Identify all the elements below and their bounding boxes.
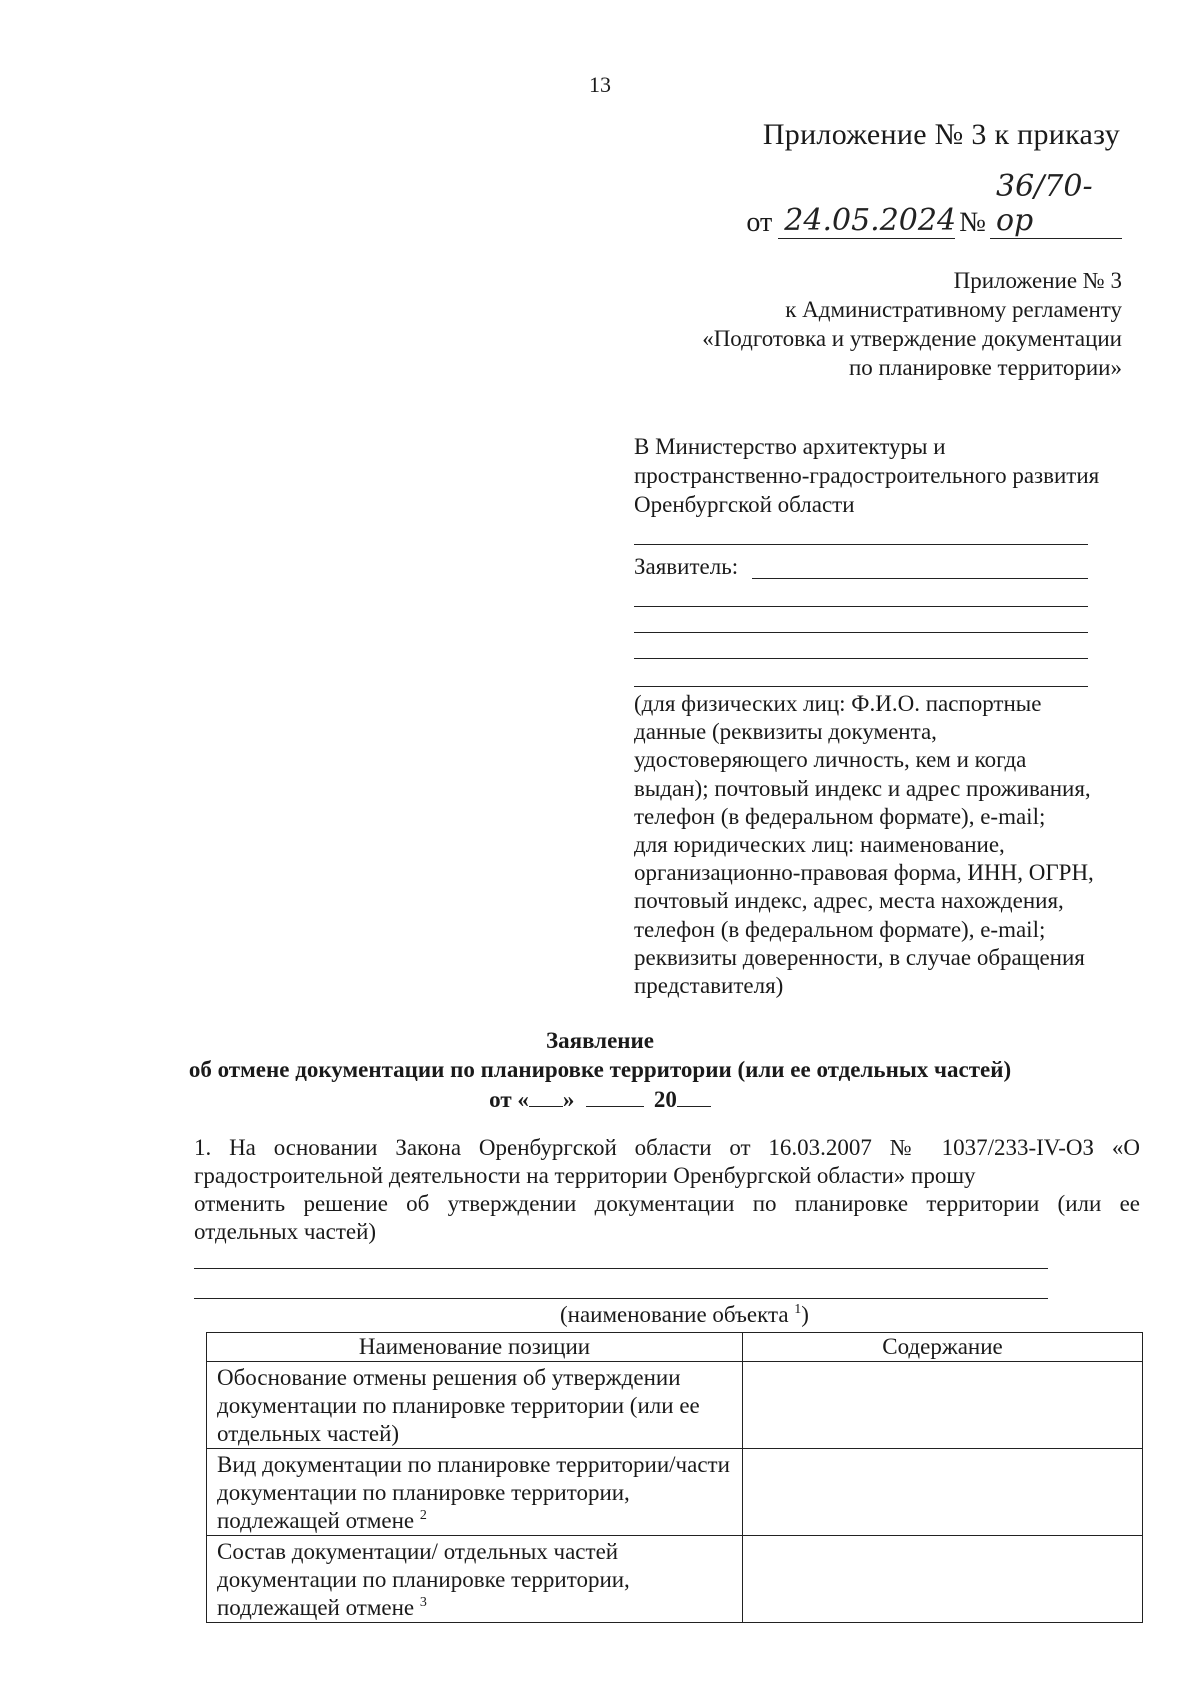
table-row [207, 1536, 1143, 1623]
instruction-line: представителя) [634, 973, 784, 999]
regulation-line: к Административному регламенту [785, 297, 1122, 322]
order-prefix: от [746, 207, 773, 238]
order-number-label: № [959, 207, 986, 238]
positions-table [206, 1332, 1143, 1623]
column-header-position: Наименование позиции [207, 1333, 743, 1362]
instruction-line: реквизиты доверенности, в случае обращения [634, 944, 1085, 970]
object-name-caption [560, 1302, 809, 1328]
instruction-line: телефон (в федеральном формате), e-mail; [634, 803, 1046, 829]
date-day-field[interactable] [529, 1084, 563, 1107]
statement-heading [0, 1026, 1200, 1114]
object-name-line[interactable] [194, 1298, 1048, 1299]
position-name: Обоснование отмены решения об утверждении документации по планировке территории (или ее отдельных частей) [217, 1365, 700, 1446]
addressee-line: Оренбургской области [634, 492, 855, 517]
position-name-cell [207, 1536, 743, 1623]
applicant-blank-line[interactable] [634, 606, 1088, 607]
caption-text: (наименование объекта [560, 1302, 789, 1327]
statement-date-line [0, 1084, 1200, 1114]
applicant-instructions [634, 690, 1154, 1000]
position-name-cell [207, 1449, 743, 1536]
applicant-blank-line[interactable] [634, 632, 1088, 633]
annex-title: Приложение № 3 к приказу [762, 118, 1120, 151]
order-line [746, 170, 1122, 239]
position-name: Вид документации по планировке территории/части документации по планировке территории, подлежащей отмене [217, 1452, 730, 1533]
regulation-line: Приложение № 3 [953, 268, 1122, 293]
position-name: Состав документации/ отдельных частей документации по планировке территории, подлежащей отмене [217, 1539, 630, 1620]
request-paragraph [194, 1134, 1140, 1246]
instruction-line: для юридических лиц: наименование, [634, 832, 1005, 858]
order-number-handwritten: 36/70-ор [990, 170, 1122, 239]
object-name-line[interactable] [194, 1268, 1048, 1269]
addressee-line: пространственно-градостроительного развития [634, 463, 1100, 488]
addressee-blank-line[interactable] [634, 544, 1088, 545]
page-number: 13 [589, 72, 611, 97]
applicant-field-line[interactable] [752, 578, 1088, 579]
date-prefix: от « [489, 1087, 529, 1112]
regulation-line: по планировке территории» [848, 355, 1122, 380]
addressee-line: В Министерство архитектуры и [634, 434, 946, 459]
table-row [207, 1449, 1143, 1536]
date-year-field[interactable] [677, 1084, 711, 1107]
applicant-blank-line[interactable] [634, 686, 1088, 687]
applicant-blank-line[interactable] [634, 658, 1088, 659]
paragraph-line: градостроительной деятельности на территории Оренбургской области» прошу [194, 1163, 976, 1188]
table-header-row [207, 1333, 1143, 1362]
instruction-line: удостоверяющего личность, кем и когда [634, 747, 1027, 773]
content-cell[interactable] [743, 1449, 1143, 1536]
footnote-marker: 3 [419, 1595, 427, 1610]
instruction-line: выдан); почтовый индекс и адрес проживания, [634, 775, 1091, 801]
applicant-label: Заявитель: [634, 554, 739, 579]
instruction-line: (для физических лиц: Ф.И.О. паспортные [634, 691, 1042, 716]
table-row [207, 1362, 1143, 1449]
footnote-marker: 2 [419, 1508, 427, 1523]
caption-close: ) [801, 1302, 809, 1327]
addressee-block [634, 432, 1154, 519]
order-date-handwritten: 24.05.2024 [778, 204, 955, 239]
instruction-line: данные (реквизиты документа, [634, 719, 937, 745]
content-cell[interactable] [743, 1536, 1143, 1623]
statement-title: Заявление [545, 1028, 655, 1053]
column-header-content: Содержание [743, 1333, 1143, 1362]
paragraph-line: 1. На основании Закона Оренбургской области от 16.03.2007 № 1037/233-IV-ОЗ «О [194, 1135, 1140, 1160]
date-year-prefix: 20 [653, 1087, 677, 1112]
position-name-cell [207, 1362, 743, 1449]
paragraph-line: отменить решение об утверждении документации по планировке территории (или ее [194, 1191, 1140, 1216]
date-month-field[interactable] [586, 1084, 644, 1107]
instruction-line: почтовый индекс, адрес, места нахождения, [634, 888, 1064, 914]
paragraph-line: отдельных частей) [194, 1219, 377, 1244]
instruction-line: организационно-правовая форма, ИНН, ОГРН, [634, 860, 1094, 886]
instruction-line: телефон (в федеральном формате), e-mail; [634, 916, 1046, 942]
regulation-line: «Подготовка и утверждение документации [702, 326, 1122, 351]
statement-subtitle: об отмене документации по планировке территории (или ее отдельных частей) [188, 1057, 1012, 1082]
date-quote-close: » [562, 1087, 575, 1112]
regulation-reference [702, 266, 1122, 382]
footnote-marker: 1 [794, 1302, 802, 1317]
content-cell[interactable] [743, 1362, 1143, 1449]
